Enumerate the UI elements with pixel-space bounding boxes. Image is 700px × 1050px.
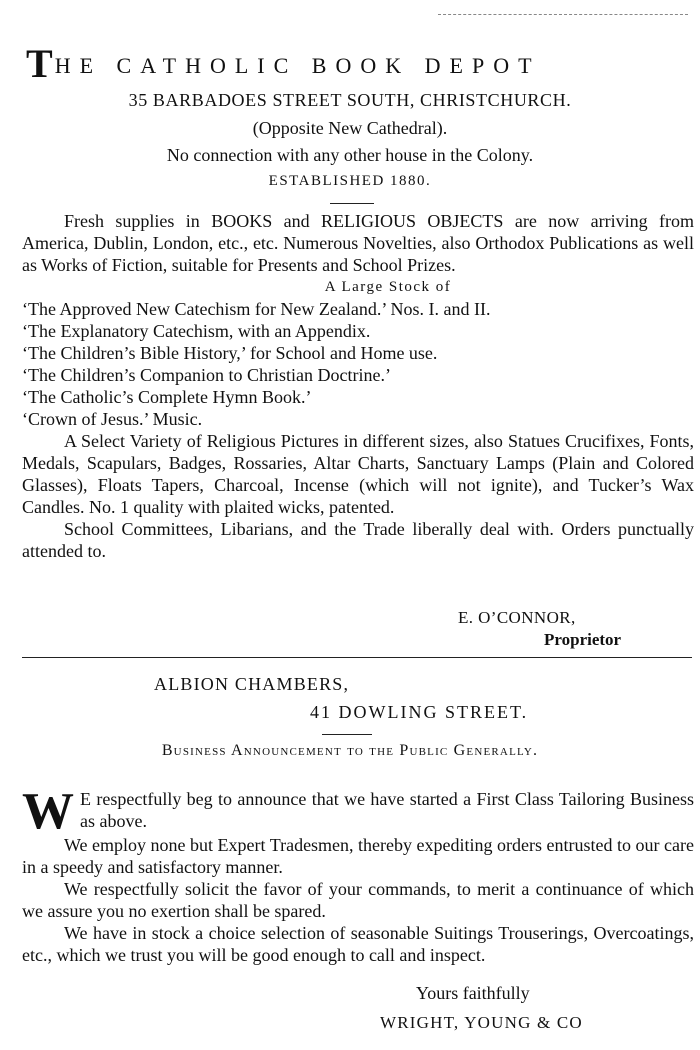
list-item: ‘Crown of Jesus.’ Music. (22, 409, 203, 429)
ad1-short-rule (330, 203, 374, 204)
ad2-drop-initial: W (22, 783, 74, 840)
ad1-signature-name: E. O’CONNOR, (458, 608, 576, 627)
ad2-paragraph-1 (22, 783, 694, 840)
ad1-established: ESTABLISHED 1880. (268, 173, 432, 189)
list-item: ‘The Children’s Companion to Christian Doctrine.’ (22, 365, 391, 385)
ad2-paragraph-2: We employ none but Expert Tradesmen, thereby expediting orders entrusted to our care in a speedy and satisfactory manner. (22, 835, 694, 877)
ad1-title-initial: T (26, 41, 55, 86)
ad2-short-rule (322, 734, 372, 735)
ad1-opposite: (Opposite New Cathedral). (252, 118, 448, 138)
list-item: ‘The Catholic’s Complete Hymn Book.’ (22, 387, 312, 407)
top-edge-rule (438, 14, 688, 15)
ad2-paragraph-3: We respectfully solicit the favor of your commands, to merit a continuance of which we assure you no exertion shall be spared. (22, 879, 694, 921)
ad2-body (22, 783, 694, 966)
ad1-stock-heading: A Large Stock of (324, 279, 452, 295)
ad1-signature-role: Proprietor (544, 630, 622, 649)
ad2-paragraph-1-text: E respectfully beg to announce that we have started a First Class Tailoring Business as above. (80, 789, 694, 831)
ad2-heading: Business Announcement to the Public Generally. (161, 742, 539, 759)
ad1-title-rest: HE CATHOLIC BOOK DEPOT (54, 53, 541, 78)
ad2-street: 41 DOWLING STREET. (310, 702, 529, 722)
section-divider (22, 657, 692, 658)
ad1-paragraph-2: A Select Variety of Religious Pictures in different sizes, also Statues Crucifixes, Fonts, Medals, Scapulars, Badges, Rossaries, Altar Charts, Sanctuary Lamps (Plain and Colored Glasses), Floats Tapers, Charcoal, Incense (which will not ignite), and Tucker’s Wax Candles. No. 1 quality with plaited wicks, patented. (22, 431, 694, 517)
list-item: ‘The Approved New Catechism for New Zealand.’ Nos. I. and II. (22, 299, 491, 319)
ad1-paragraph-1: Fresh supplies in BOOKS and RELIGIOUS OBJECTS are now arriving from America, Dublin, London, etc., etc. Numerous Novelties, also Orthodox Publications as well as Works of Fiction, suitable for Presents and School Prizes. (22, 211, 694, 275)
ad2-signature: WRIGHT, YOUNG & CO (380, 1013, 583, 1032)
ad2-building: ALBION CHAMBERS, (154, 674, 350, 694)
ad2-closing: Yours faithfully (416, 983, 530, 1003)
ad1-address: 35 BARBADOES STREET SOUTH, CHRISTCHURCH. (128, 90, 572, 110)
ad1-body (22, 210, 694, 562)
list-item: ‘The Children’s Bible History,’ for School and Home use. (22, 343, 438, 363)
ad1-no-connection: No connection with any other house in the Colony. (166, 145, 534, 165)
ad1-title (26, 41, 696, 86)
ad2-paragraph-4: We have in stock a choice selection of seasonable Suitings Trouserings, Overcoatings, etc., which we trust you will be good enough to call and inspect. (22, 923, 694, 965)
ad1-titles-list (22, 298, 694, 430)
list-item: ‘The Explanatory Catechism, with an Appendix. (22, 321, 371, 341)
ad1-paragraph-3: School Committees, Libarians, and the Trade liberally deal with. Orders punctually attended to. (22, 519, 694, 561)
